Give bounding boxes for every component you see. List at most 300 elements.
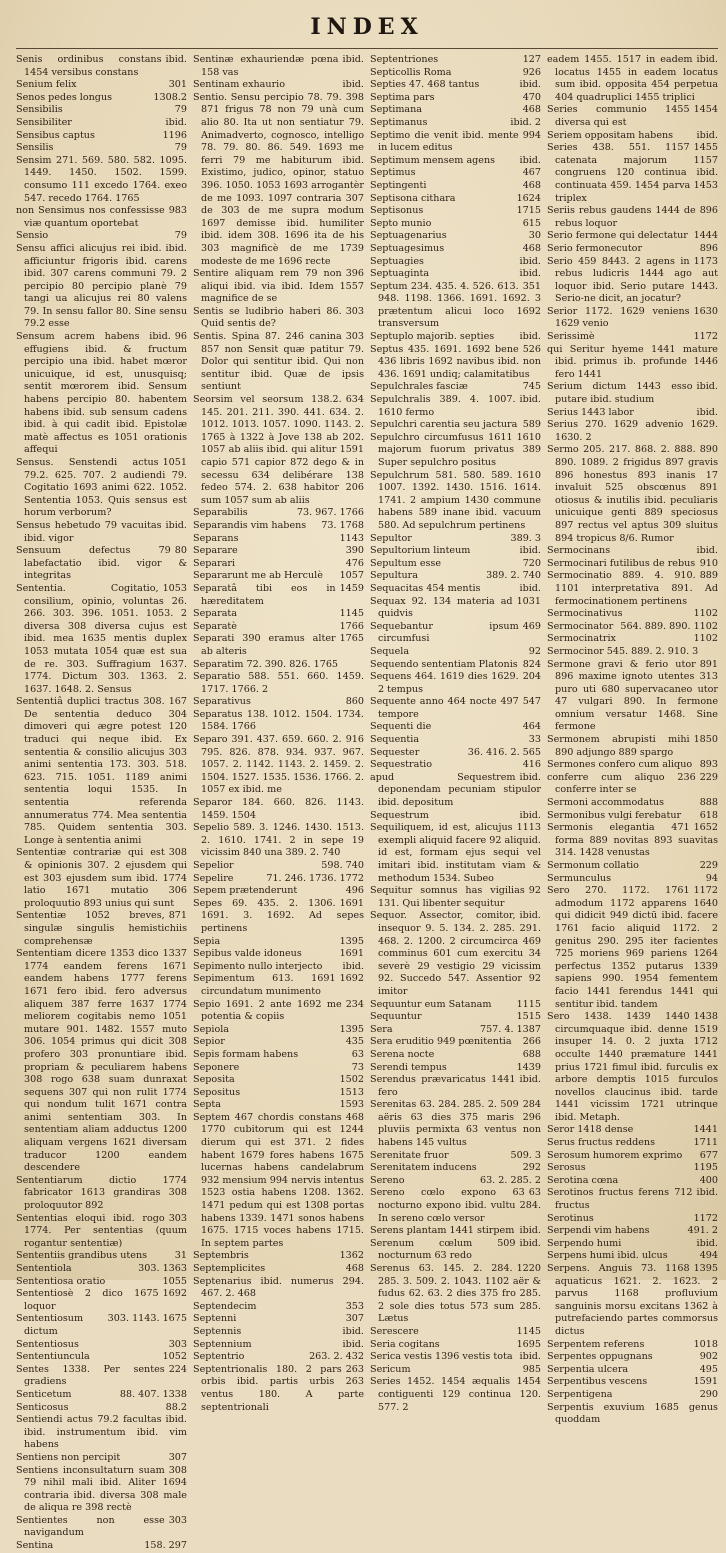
index-entry — [547, 759, 718, 772]
index-entry — [547, 1187, 718, 1212]
index-entry-ref: 1711 — [693, 1137, 718, 1149]
index-entry — [16, 1339, 187, 1352]
index-entry — [547, 142, 718, 205]
index-entry-ref: 303 — [345, 305, 364, 317]
index-entry-text: Sentina — [16, 1540, 54, 1552]
index-entry-text: Serio fermone qui delectatur — [547, 230, 688, 242]
index-entry-text: Sepelio 589. 3. 1246. 1430. 1513. 2. 1610. 1741. 2 in sepe 19 vicissim 840 una 389. 2. 740 — [193, 822, 364, 859]
index-entry — [547, 621, 718, 634]
index-entry-ref: 390 — [345, 545, 364, 557]
index-entry — [193, 1112, 364, 1251]
index-entry-ref: 1113 — [516, 822, 541, 834]
index-entry-text: Sepimento nullo interjecto — [193, 960, 323, 972]
index-entry-ref: 1695 — [516, 1338, 541, 1350]
index-entry-ref: 824 — [522, 658, 541, 670]
index-entry — [370, 180, 541, 193]
index-entry-ref: 896 — [699, 205, 718, 217]
index-entry-ref: 79 — [174, 142, 187, 154]
index-entry-ref: 1395 — [693, 1263, 718, 1274]
index-entry — [370, 79, 541, 92]
index-entry — [16, 243, 187, 331]
index-entry-text: Serosus — [547, 1162, 586, 1174]
index-entry-text: Seria cogitans — [370, 1338, 440, 1350]
index-entry-ref: 1115 — [516, 998, 541, 1010]
index-entry-ref: 63. 2. 285. 2 — [479, 1174, 541, 1186]
index-entry-text: Serena nocte — [370, 1048, 435, 1060]
index-entry-text: Sententiâ duplici tractus 308. De sententia deduco 304 dimoveri qui ægre potest 120 traduci qui neque ibid. Ex sententia & consilio alicujus 303 animi sententia 173. 303. 518. 623. 715. 1051. 1189 animi sententia loqui 1535. In sententia referenda annumeratus 774. Mea sententia 785. Quidem sententia 303. Longe à sententia animi — [16, 696, 187, 846]
index-entry-ref: 468 — [345, 1263, 364, 1274]
index-entry-ref: 308 — [168, 847, 187, 859]
index-entry-text: Septembris — [193, 1250, 249, 1262]
index-entry-ref: 303. 1363 — [138, 1263, 187, 1274]
index-entry-text: Separans — [193, 532, 239, 544]
index-column-1 — [16, 54, 187, 1553]
index-entry-text: Serenitatem inducens — [370, 1162, 477, 1174]
index-entry-ref: 234 — [345, 998, 364, 1010]
index-entry-text: Separativus — [193, 696, 251, 708]
index-entry-ref: 1173 — [693, 255, 718, 267]
index-entry-ref: 167 — [168, 696, 187, 708]
index-entry-text: Sereno — [370, 1174, 405, 1186]
index-entry-ref: 263. 2. 432 — [309, 1351, 364, 1363]
index-entry-text: apud Sequestrem deponendam pecuniam stipulor ibid. depositum — [370, 771, 541, 809]
index-entry-ref: 79 — [174, 230, 187, 242]
index-entry-text: Senticosus — [16, 1401, 69, 1413]
index-entry — [193, 822, 364, 860]
index-entry-text: Sepultum esse — [370, 557, 442, 569]
index-entry-text: Sermonum collatio — [547, 860, 639, 871]
index-entry — [193, 570, 364, 583]
index-entry — [547, 230, 718, 243]
index-entry-ref: 1052 — [162, 1351, 187, 1363]
index-entry — [193, 999, 364, 1024]
index-entry — [370, 696, 541, 721]
index-entry-ref: 871 — [168, 910, 187, 922]
index-entry — [16, 1351, 187, 1364]
index-entry — [547, 772, 718, 797]
index-entry-text: Serpens humi ibid. ulcus — [547, 1250, 668, 1262]
index-entry-text: Sepimentum 613. 1691 circundatum munimento — [193, 973, 336, 997]
index-entry-ref: 435 — [345, 1036, 364, 1048]
index-entry — [547, 407, 718, 420]
index-entry-text: Separatè — [193, 620, 237, 632]
index-entry-ref: 1455 — [693, 142, 718, 154]
index-entry — [193, 898, 364, 936]
index-entry-ref: ibid. — [696, 545, 718, 557]
index-entry-text: Septimum mensem agens — [370, 154, 496, 166]
index-entry — [16, 1389, 187, 1402]
index-entry-ref: ibid. — [342, 54, 364, 65]
index-entry-text: Senis ordinibus constans 1454 versibus constans — [16, 54, 162, 78]
index-entry-text: Serpentigena — [547, 1388, 613, 1400]
index-entry-ref: 615 — [522, 217, 541, 229]
index-entry — [547, 104, 718, 129]
index-entry-text: Sequacitas 454 mentis — [370, 582, 481, 594]
index-entry-text: Sepibus valde idoneus — [193, 948, 302, 960]
index-entry-text: Sentiendi actus 79.2 facultas ibid. instrumentum ibid. vim habens — [16, 1414, 187, 1451]
index-entry — [193, 709, 364, 734]
index-entry-text: Sententiosum dictum — [16, 1313, 84, 1337]
index-entry-text: Septennium — [193, 1338, 252, 1350]
index-entry — [16, 1263, 187, 1276]
index-entry-text: Septuaginta — [370, 268, 430, 280]
index-entry-ref: 1172 — [693, 885, 718, 897]
index-entry — [16, 117, 187, 130]
index-entry-ref: 509. 3 — [510, 1149, 541, 1161]
index-entry — [370, 268, 541, 281]
index-entry-ref: ibid. — [519, 154, 541, 166]
index-entry-ref: 890 — [699, 444, 718, 456]
index-entry-ref: 396 — [345, 268, 364, 280]
index-entry-ref: ibid. — [696, 129, 718, 141]
index-entry-ref: 229 — [699, 771, 718, 783]
index-entry-text: Sepiola — [193, 1023, 230, 1035]
index-entry-text: Sentis. Spina 87. 246 canina 857 non Sensit quæ patitur 79. Dolor qui sentitur ibid. Qui non sentitur ibid. Quæ de ipsis sentiunt — [193, 331, 364, 393]
index-entry-text: non Sensimus nos confessisse viæ quantum oportebat — [16, 205, 165, 229]
index-entry-ref: ibid. — [519, 1074, 541, 1086]
index-entry-text: Serpendi vim habens — [547, 1225, 650, 1237]
index-entry-ref: 1362 — [339, 1250, 364, 1262]
index-entry — [370, 54, 541, 67]
index-entry-text: Serescere — [370, 1325, 419, 1337]
index-entry-text: Sermocinativus — [547, 608, 623, 620]
index-entry-text: Separor 184. 660. 826. 1143. 1459. 1504 — [193, 797, 364, 821]
index-entry-text: Sentinam exhaurio — [193, 79, 285, 91]
index-entry — [370, 734, 541, 747]
index-entry-ref: 860 — [345, 696, 364, 708]
index-entry-ref: 598. 740 — [321, 860, 364, 871]
index-entry-ref: 1018 — [693, 1338, 718, 1350]
index-entry-ref: 468 — [522, 242, 541, 254]
index-entry — [370, 533, 541, 546]
index-entry — [193, 948, 364, 961]
index-entry — [370, 810, 541, 823]
index-entry-text: Sensilis — [16, 142, 54, 154]
index-entry-ref: 1850 — [693, 734, 718, 746]
index-entry — [370, 381, 541, 394]
index-entry — [16, 331, 187, 457]
index-entry-text: Sepio 1691. 2 ante 1692 me potentia & copiis — [193, 998, 342, 1023]
index-entry-ref: 1624 — [516, 192, 541, 204]
index-entry — [193, 54, 364, 79]
index-entry-ref: 1591 — [693, 1376, 718, 1388]
index-entry-text: Sequax 92. 134 materia ad quidvis — [370, 595, 513, 620]
index-entry-ref: 496 — [345, 885, 364, 897]
index-entry-ref: ibid. — [519, 79, 541, 91]
index-entry-ref: 983 — [168, 205, 187, 217]
index-entry-text: Sequens 464. 1619 dies 1629. 2 tempus — [370, 671, 519, 695]
index-entry — [193, 696, 364, 709]
index-entry — [370, 205, 541, 218]
index-entry-ref: 745 — [522, 381, 541, 393]
index-entry — [547, 1175, 718, 1188]
index-entry-text: Separatâ tibi eos in hæreditatem — [193, 582, 336, 607]
index-entry — [547, 608, 718, 621]
index-entry — [16, 54, 187, 79]
index-entry — [370, 130, 541, 155]
index-entry — [370, 596, 541, 621]
index-entry-ref: 896 — [699, 242, 718, 254]
index-entry-ref: 204 — [522, 671, 541, 683]
index-entry-text: Septingenti — [370, 179, 427, 191]
index-entry-ref: 88. 407. 1338 — [119, 1388, 187, 1400]
index-entry-ref: 96 — [174, 331, 187, 343]
index-entry-text: Separari — [193, 557, 236, 569]
index-entry-text: Serior 1172. 1629 veniens 1629 venio — [547, 305, 690, 330]
index-entry-text: Serpens. Anguis 73. 1168 aquaticus 1621. 2. 1623. 2 parvus 1168 profluvium sanguinis morsu excitans 1362 à putrefaciendo partes commorsus dictus — [547, 1263, 718, 1337]
index-entry — [370, 885, 541, 910]
index-entry-text: Sequuntur eum Satanam — [370, 998, 492, 1010]
index-entry-text: Sensus hebetudo 79 vacuitas ibid. vigor — [16, 519, 162, 544]
index-entry-text: Series 438. 551. 1157 catenata majorum 1157 congruens 120 continua ibid. continuata 459. 1454 parva 1453 triplex — [547, 142, 718, 204]
index-entry-ref: 495 — [699, 1363, 718, 1375]
index-entry-ref: 1513 — [339, 1086, 364, 1098]
index-entry-ref: 491. 2 — [687, 1225, 718, 1237]
index-entry-ref: 1031 — [516, 595, 541, 607]
index-entry — [193, 1074, 364, 1087]
index-entry — [370, 432, 541, 470]
index-entry-ref: 351 — [522, 280, 541, 292]
index-entry — [547, 1225, 718, 1238]
index-entry-ref: ibid. 2 — [510, 116, 541, 128]
index-entry-text: Sermonis elegantia 471 forma 889 novitas 893 suavitas 314. 1428 venustas — [547, 822, 718, 859]
index-entry-text: Serendus prævaricatus 1441 fero — [370, 1074, 516, 1098]
index-entry — [16, 79, 187, 92]
index-entry — [370, 671, 541, 696]
index-entry — [193, 1364, 364, 1414]
index-entry — [370, 1162, 541, 1175]
index-entry-ref: 33 — [528, 734, 541, 746]
index-entry-ref: 1172 — [693, 331, 718, 343]
index-entry-ref: ibid. — [165, 1414, 187, 1426]
index-entry-text: Serpendo humi — [547, 1237, 622, 1249]
index-entry-text: Sententiosa oratio — [16, 1275, 106, 1287]
index-entry — [193, 1250, 364, 1263]
index-entry-text: Separo 391. 437. 659. 660. 2. 795. 826. 878. 934. 937. 967. 1057. 2. 1142. 1143. 2. 1459. 2. 1504. 1527. 1535. 1536. 1766. 2. 1057 ex ibid. me — [193, 734, 364, 796]
index-entry-text: Sermocinans — [547, 545, 611, 557]
index-entry-ref: ibid. — [696, 381, 718, 393]
index-entry-ref: 1691 — [339, 948, 364, 960]
index-entry-text: Sepultor — [370, 532, 412, 544]
index-entry — [193, 936, 364, 949]
index-entry — [16, 230, 187, 243]
index-entry-text: Serenum cœlum 509 nocturnum 63 redo — [370, 1237, 516, 1262]
index-entry-text: Sero 1438. 1439 1440 circumquaque ibid. denne 1519 insuper 14. 0. 2 juxta 1712 occulte 1440 præmature 1441 prius 1721 fimul ibid. furculis ex arbore demptis 1015 furculos novellos claucinus ibid. tarde 1441 vicissim 1721 utrinque ibid. Metaph. — [547, 1011, 718, 1123]
index-entry-text: Sequela — [370, 645, 410, 657]
index-entry-text: Sepelire — [193, 872, 234, 884]
index-entry-text: Septentrio — [193, 1351, 245, 1363]
index-entry-text: Sentes 1338. Per sentes gradiens — [16, 1363, 165, 1388]
index-entry-ref: 1102 — [693, 633, 718, 645]
index-entry-ref: ibid. — [696, 1237, 718, 1249]
index-entry — [16, 1414, 187, 1452]
index-entry — [193, 520, 364, 533]
index-entry — [547, 1213, 718, 1226]
index-entry-ref: 36. 416. 2. 565 — [467, 746, 541, 758]
index-entry-text: Sero 270. 1172. 1761 admodum 1172 apparens 1640 qui didicit 949 dictū ibid. facere 1761 facio aliquid 1172. 2 genitus 290. 295 iter facientes 725 moriens 969 pariens 1264 perfectus 1352 putarus 1339 sapiens 990. 1954 fementem facio 1441 ferendus 1441 qui sentitur ibid. tandem — [547, 885, 718, 1010]
index-entry-ref: 1692 — [162, 1288, 187, 1300]
index-entry-text: Sermonibus vulgi ferebatur — [547, 809, 682, 821]
index-entry-ref: ibid. — [696, 54, 718, 65]
index-entry-text: Serium dictum 1443 esso putare ibid. studium — [547, 381, 693, 406]
index-entry-text: Septa — [193, 1099, 221, 1111]
index-entry — [193, 633, 364, 658]
index-entry — [193, 961, 364, 974]
index-entry — [370, 1036, 541, 1049]
index-entry — [370, 470, 541, 533]
index-entry-text: Sententiuncula — [16, 1351, 90, 1363]
index-entry — [547, 130, 718, 143]
index-entry-text: Sequebantur ipsum circumfusi — [370, 620, 519, 645]
index-entry — [193, 1099, 364, 1112]
index-entry — [547, 734, 718, 759]
index-entry-text: Sequestrum — [370, 809, 429, 821]
index-entry — [547, 344, 718, 382]
index-entry-text: Septentrionalis 180. 2 pars orbis ibid. partis urbis 263 ventus 180. A parte septentrionali — [193, 1363, 364, 1413]
index-entry — [370, 1175, 541, 1188]
index-entry — [16, 520, 187, 545]
index-entry-text: Sepulchri carentia seu jactura — [370, 419, 518, 431]
index-entry-ref: 80 — [174, 545, 187, 557]
index-entry — [370, 910, 541, 998]
index-entry-text: Serendi tempus — [370, 1061, 447, 1073]
index-entry-text: Septenarius ibid. numerus 294. 467. 2. 468 — [193, 1275, 364, 1300]
index-entry — [370, 659, 541, 672]
index-entry-text: Serosum humorem exprimo — [547, 1149, 683, 1161]
index-entry-text: Sermone gravi & ferio utor 896 maxime ignoto utentes 313 puro uti 680 supervacaneo utor 47 vulgari 890. In fermone omnium versatur 1468. Sine fermone — [547, 658, 718, 733]
index-entry-ref: 1145 — [339, 608, 364, 620]
index-entry — [370, 67, 541, 80]
index-entry — [193, 608, 364, 621]
index-entry-ref: 1444 — [693, 230, 718, 242]
index-entry-text: Serica vestis 1396 vestis tota — [370, 1351, 513, 1363]
index-entry-ref: ibid. — [165, 242, 187, 254]
index-entry — [193, 545, 364, 558]
index-entry-ref: 1766 — [339, 620, 364, 632]
index-entry — [547, 873, 718, 886]
index-entry-ref: 888 — [699, 797, 718, 809]
index-entry — [370, 1263, 541, 1326]
index-entry — [370, 104, 541, 117]
index-entry-ref: 916 — [345, 734, 364, 746]
index-entry-text: Sensibiliter — [16, 116, 72, 128]
index-entry-text: Sepultorium linteum — [370, 545, 471, 557]
index-entry — [193, 306, 364, 331]
index-entry-ref: 63 — [351, 1048, 364, 1060]
index-entry-text: Seorsim vel seorsum 138.2. 145. 201. 211. 390. 441. 634. 2. 1012. 1013. 1057. 1090. 1143. 2. 1765 à 1322 à Jove 138 ab 202. 1057 ab aliis ibid. qui alitur 1591 capio 571 capior 872 dego & in secessu 634 delibérare 138 fedeo 574. 2. 638 habitor 206 sum 1057 sum ab aliis — [193, 394, 364, 506]
index-entry-ref: 467 — [522, 167, 541, 179]
index-entry-text: Septendecim — [193, 1300, 257, 1312]
index-entry-text: Sermocinatrix — [547, 633, 616, 645]
index-entry — [547, 256, 718, 306]
index-entry-text: Separabilis — [193, 507, 248, 519]
index-entry — [370, 1150, 541, 1163]
index-entry-ref: 1630 — [693, 305, 718, 317]
index-entry-text: Serenitas 63. 284. 285. 2. 509 aëris 63 dies 375 maris 296 pluviis permixta 63 ventus non habens 145 vultus — [370, 1099, 541, 1149]
index-entry-ref: 1593 — [339, 1099, 364, 1111]
index-entry — [16, 847, 187, 910]
index-entry-ref: ibid. — [342, 79, 364, 91]
index-entry-ref: 79 — [174, 104, 187, 116]
index-entry-ref: 677 — [699, 1149, 718, 1161]
index-entry — [16, 696, 187, 847]
index-entry — [193, 973, 364, 998]
index-entry — [370, 218, 541, 231]
index-entry-text: Sequendo sententiam Platonis — [370, 658, 518, 670]
index-entry-ref: 301 — [168, 79, 187, 91]
index-entry-ref: ibid. — [342, 1338, 364, 1350]
index-entry — [370, 1011, 541, 1024]
index-entry-ref: 290 — [699, 1388, 718, 1400]
index-entry — [193, 1263, 364, 1276]
index-entry-text: Serens plantam 1441 stirpem — [370, 1225, 515, 1237]
index-entry — [193, 797, 364, 822]
index-entry — [16, 1288, 187, 1313]
index-entry — [547, 570, 718, 608]
page-header — [16, 14, 718, 54]
index-entry-text: Septies 47. 468 tantus — [370, 79, 480, 91]
index-entry — [370, 558, 541, 571]
index-entry-ref: ibid. — [519, 809, 541, 821]
index-entry-text: Septima pars — [370, 91, 435, 103]
index-entry-text: Sententiola — [16, 1263, 72, 1274]
index-entry-ref: ibid. — [519, 545, 541, 557]
index-entry-text: Sepulchrales fasciæ — [370, 381, 468, 393]
index-entry — [370, 1024, 541, 1037]
index-entry-text: Sepulchralis 389. 4. 1007. 1610 fermo — [370, 394, 516, 418]
index-entry-text: Serius 270. 1629 advenio 1629. 1630. 2 — [547, 419, 718, 443]
index-entry — [370, 155, 541, 168]
index-entry-ref: 910 — [699, 557, 718, 569]
index-entry-text: Seror 1418 dense — [547, 1124, 634, 1136]
index-entry-text: Sensum acrem habens ibid. effugiens ibid. & fructum percipio una ibid. habet mœror unicuique, id est, unusquisq; sentit mœrorem ibid. Sensum habens percipio 80. habentem habens ibid. sub sensum cadens ibid. à qui cadit ibid. Epistolæ matè affectus es 1051 orationis affequi — [16, 331, 187, 456]
index-entry-ref: 1692 — [339, 973, 364, 985]
index-entry-text: Sententiæ contrariæ qui est & opinionis 307. 2 ejusdem qui est 303 ejusdem sum ibid. 1774 latio 1671 mutatio 306 proloquutio 893 unius qui sunt — [16, 847, 187, 909]
index-entry-ref: ibid. — [342, 960, 364, 972]
index-entry-text: Serio 459 8443. 2 agens in rebus ludicris 1444 ago aut loquor ibid. Serio putare 1443. Serio-ne dicit, an jocatur? — [547, 255, 718, 305]
index-entry-ref: 1337 — [162, 948, 187, 960]
index-entry — [16, 205, 187, 230]
index-entry-text: Serpentem referens — [547, 1338, 645, 1350]
index-entry-ref: 389. 2. 740 — [486, 570, 541, 582]
index-entry-text: Serotina cœna — [547, 1174, 619, 1186]
index-entry-ref: 63 — [528, 1187, 541, 1199]
index-entry — [193, 1276, 364, 1301]
index-entry-ref: 902 — [699, 1351, 718, 1363]
index-entry — [16, 1540, 187, 1553]
index-entry-text: Series 1452. 1454 æqualis 1454 contiguenti 129 continua 120. 577. 2 — [370, 1376, 541, 1413]
index-entry — [193, 1313, 364, 1326]
index-entry-ref: ibid. — [519, 582, 541, 594]
index-entry-ref: 1438 — [693, 1011, 718, 1023]
page-title: INDEX — [310, 14, 424, 40]
index-entry-text: Sermocinator — [547, 620, 614, 632]
index-entry-text: Separatim 72. 390. 826. 1765 — [193, 658, 339, 670]
index-entry-ref: 468 — [345, 1111, 364, 1123]
index-entry — [193, 558, 364, 571]
index-entry — [547, 381, 718, 406]
index-entry-ref: 292 — [522, 1162, 541, 1174]
index-entry-text: Septentriones — [370, 54, 439, 65]
index-entry-ref: 547 — [522, 696, 541, 708]
index-entry-text: Serpentibus vescens — [547, 1376, 648, 1388]
index-entry-text: Sequitur somnus has vigilias 131. Qui libenter sequitur — [370, 885, 525, 909]
index-entry-ref: 73 — [351, 1061, 364, 1073]
index-entry-ref: 284 — [522, 1099, 541, 1111]
index-entry-text: Serpentia ulcera — [547, 1363, 629, 1375]
index-entry — [193, 507, 364, 520]
index-entry-text: Sermoni accommodatus — [547, 797, 665, 809]
